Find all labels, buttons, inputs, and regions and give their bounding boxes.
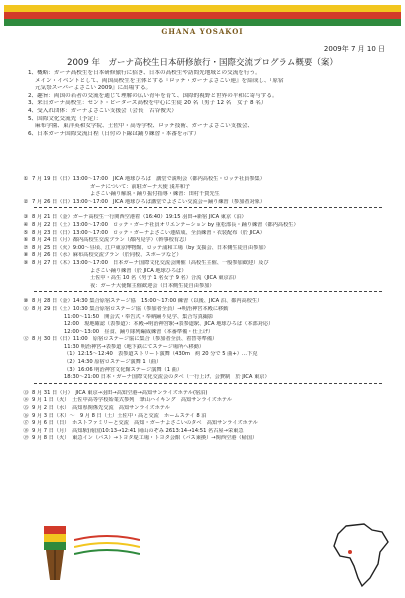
schedule-text: 8 月 25 日（火）9:00〜昼頃、江戸東京博物館、ロッテ浦和工場（by 支援会、日本側生徒自由参加） (32, 244, 269, 251)
schedule-row (20, 260, 390, 268)
overview-line: メイン・イベントとして、両国高校生を主体とする『ロッテ・ガーナよさこい連』を結成し、『原宿 (35, 77, 284, 84)
document-date: 2009年 7 月 10 日 (323, 45, 385, 53)
schedule-number: ⑨ (23, 259, 29, 266)
decorative-lines-icon (74, 532, 140, 562)
schedule-row (20, 252, 390, 260)
schedule-text: 8 月 27 日（木）13:00〜17:00 日本ガーナ国際文化交流会開催（高校生主催、一般参加歓迎）及び (32, 259, 269, 266)
schedule-text: 7 月 19 日（日）13:00〜17:00 JICA 地球ひろば 講堂で説明会（都内高校生・ロッテ社員参集） (32, 176, 265, 182)
divider (34, 291, 382, 297)
schedule-number: ④ (23, 221, 29, 228)
schedule-row: （1）12:15〜12:40 表参道ストリート演舞（430m 約 20 分で 5 曲+）…下克 (64, 351, 258, 358)
document-title: 2009 年 ガーナ高校生日本研修旅行・国際交流プログラム概要（案） (67, 58, 338, 68)
schedule-text: 9 月 2 日（水） 高知県関係先交流 高知サンライズホテル (32, 405, 170, 412)
schedule-number: ⑦ (23, 244, 29, 251)
schedule-number: ⑧ (23, 252, 29, 259)
schedule-number: ⑫ (23, 336, 29, 343)
schedule-row: （3）16:06 明治神宮文化館ステージ演舞（1 曲） (64, 366, 183, 373)
schedule-number: ⑪ (23, 305, 29, 312)
schedule-text: 8 月 23 日（日）13:00〜17:00 ロッテ・ガーナよさこい連結成、全員練習・衣装配布（於 JICA） (32, 229, 265, 236)
schedule-text: 9 月 3 日（木）〜 9 月 8 日（土）土佐中・高と交流 ホームステイ 8 泊 (32, 412, 207, 419)
schedule-row: 12:00 現地確認（表参道）：本殿→明治神宮駅→表参道駅、JICA 地球ひろば（本部対応） (64, 321, 274, 328)
schedule-text: 7 月 26 日（日）13:00〜17:00 JICA 地球ひろば講堂でよさこい交流会＝踊り練習（参加者対象） (32, 198, 266, 205)
overview-line: 4、受入れ団体：ガーナよさこい支援会（会長 古谷俊夫） (28, 107, 177, 114)
flag-stripe-yellow (4, 5, 401, 12)
schedule-row: 11:00〜11:50 開会式・奉告式・奉納踊り見学、集合写真撮影 (64, 313, 214, 320)
schedule-text: 8 月 29 日（土）10:30 集合原宿ロステージ協（参加者全員）→明治神宮本殿に移動 (32, 305, 229, 312)
overview-line: 5、国際文化交流先（予定）： (28, 115, 102, 122)
schedule-row: 12:00〜13:00 昼食、踊り隊列編成練習（本番準備・仕上げ） (64, 328, 214, 335)
schedule-row: 18:30〜21:00 日本・ガーナ国際文化交流会のタベ（一行上げ、会費制 於 JICA 東京） (64, 374, 270, 381)
schedule-text: 8 月 21 日（金）ガーナ高校生一行関西空港着（16:40）19:15 羽田→新宿 JICA 東京（泊） (32, 214, 247, 221)
schedule-text: 8 月 31 日（月） JICA 東京→羽田→高知空港→高知サンライズホテル(宿泊) (32, 389, 208, 396)
schedule-row (20, 420, 390, 428)
schedule-row (20, 435, 390, 443)
drum-illustration-icon (40, 524, 70, 582)
schedule-number: ⑬ (23, 389, 29, 396)
schedule-number: ② (23, 198, 29, 205)
overview-line: 1、概略：ガーナ高校生を日本研修旅行に招き、日本の高校生や訪問先地域との交流を行う。 (28, 70, 261, 76)
schedule-list (20, 176, 390, 443)
schedule-number: ⑰ (23, 420, 29, 427)
schedule-row: 11:30 明治神宮→表参道（地下鉄にてステージ場所へ移動） (64, 343, 205, 350)
overview-section (28, 70, 388, 138)
flag-stripe-green (4, 19, 401, 26)
schedule-row (20, 222, 390, 230)
schedule-row: 土佐中・高生 10 名（男子 1 名女子 9 名）合流（JICA 東京泊） (90, 275, 240, 282)
schedule-row (20, 245, 390, 253)
overview-line: 6、日本ガーナ国際交流日程（日付の下線は踊り練習・本番を示す） (28, 130, 200, 137)
schedule-row (20, 237, 390, 245)
schedule-row (20, 298, 390, 306)
schedule-number: ⑥ (23, 237, 29, 244)
schedule-number: ⑩ (23, 298, 29, 305)
divider (34, 383, 382, 389)
schedule-row (20, 397, 390, 405)
schedule-number: ⑲ (23, 435, 29, 442)
schedule-number: ① (23, 176, 29, 182)
schedule-text: 9 月 8 日（火） 東急イン（バス）→トヨタ堤工場・トヨタ会館（バス乗換）→関西空港（帰国） (32, 435, 258, 442)
schedule-row (20, 390, 390, 398)
schedule-row (20, 176, 390, 184)
schedule-row: よさこい踊り練習（於 JICA 地球ひろば） (90, 267, 187, 274)
schedule-text: 9 月 1 日（火） 土佐中高等学校始業式参列 筆山ハイキング 高知サンライズホテル (32, 397, 233, 404)
schedule-row (20, 214, 390, 222)
schedule-row (20, 230, 390, 238)
overview-line: 麻布学園、東洋英和女学院、土佐中・高等学校、ロッテ技術、ガーナよさこい支援会、 (35, 123, 254, 130)
schedule-row (20, 199, 390, 207)
schedule-row (20, 336, 390, 344)
overview-line: 元気祭スーパーよさこい 2009』に出場する。 (35, 85, 152, 92)
schedule-text: 8 月 28 日（金）14:30 集合原宿ステージ協 15:00〜17:00 練習（以後、JICA 泊、都内高校生） (32, 298, 263, 305)
schedule-number: ③ (23, 214, 29, 221)
schedule-number: ⑯ (23, 412, 29, 419)
schedule-row (20, 306, 390, 314)
flag-stripe-red (4, 12, 401, 19)
schedule-text: 9 月 6 日（日） ホストファミリーと交流 高知・ガーナよさこいのタベ 高知サンライズホテル (32, 420, 258, 427)
schedule-text: 8 月 22 日（土）13:00〜17:00 ロッテ・ガーナ社員オリエンテーション by 重松部長・踊り練習（都内高校生） (32, 221, 299, 228)
schedule-row: 夜：ガーナ大使館主催歓迎会（日本側生徒自由参加） (90, 282, 215, 289)
schedule-text: 8 月 30 日（日）11:00 原宿ロステージ協に集合（参加者全員、着替等準備） (32, 336, 218, 343)
overview-line: 3、来日ガーナ高校生：セント・ピーターズ高校を中心に生徒 20 名（男子 12 名 女子 8 名） (28, 100, 267, 107)
schedule-row: ガーナについて：前駐ガーナ大使 浅井和子 (90, 183, 191, 190)
overview-line: 2、趣旨：両国の若者の交流を通じて理解の広い青年を育て、国際的視野と世界の平和に寄与する。 (28, 92, 278, 99)
divider (34, 207, 382, 213)
schedule-row: （2）14:30 原宿ロステージ演舞 1（曲） (64, 359, 162, 366)
schedule-number: ⑭ (23, 397, 29, 404)
schedule-text: 8 月 24 日（月）都内高校生交流プラン（都内見学）（幹事校有志） (32, 237, 190, 244)
schedule-number: ⑤ (23, 229, 29, 236)
schedule-row (20, 413, 390, 421)
africa-map-icon (332, 522, 392, 590)
schedule-text: 9 月 7 日（月） 高知駅(南国)10:13→12:41 岡山のぞみ 2613:14→14:51 名古屋→栄東急 (32, 427, 244, 434)
schedule-text: 8 月 26 日（水）麻布高校交流プラン（於同校、スポーツなど） (32, 252, 182, 259)
schedule-number: ⑱ (23, 427, 29, 434)
schedule-row (20, 428, 390, 436)
schedule-number: ⑮ (23, 405, 29, 412)
schedule-row (20, 405, 390, 413)
logo-text: GHANA YOSAKOI (161, 27, 244, 36)
schedule-row: よさこい踊り解説・踊り振付指導・練習：田村千賀先生 (90, 191, 220, 198)
